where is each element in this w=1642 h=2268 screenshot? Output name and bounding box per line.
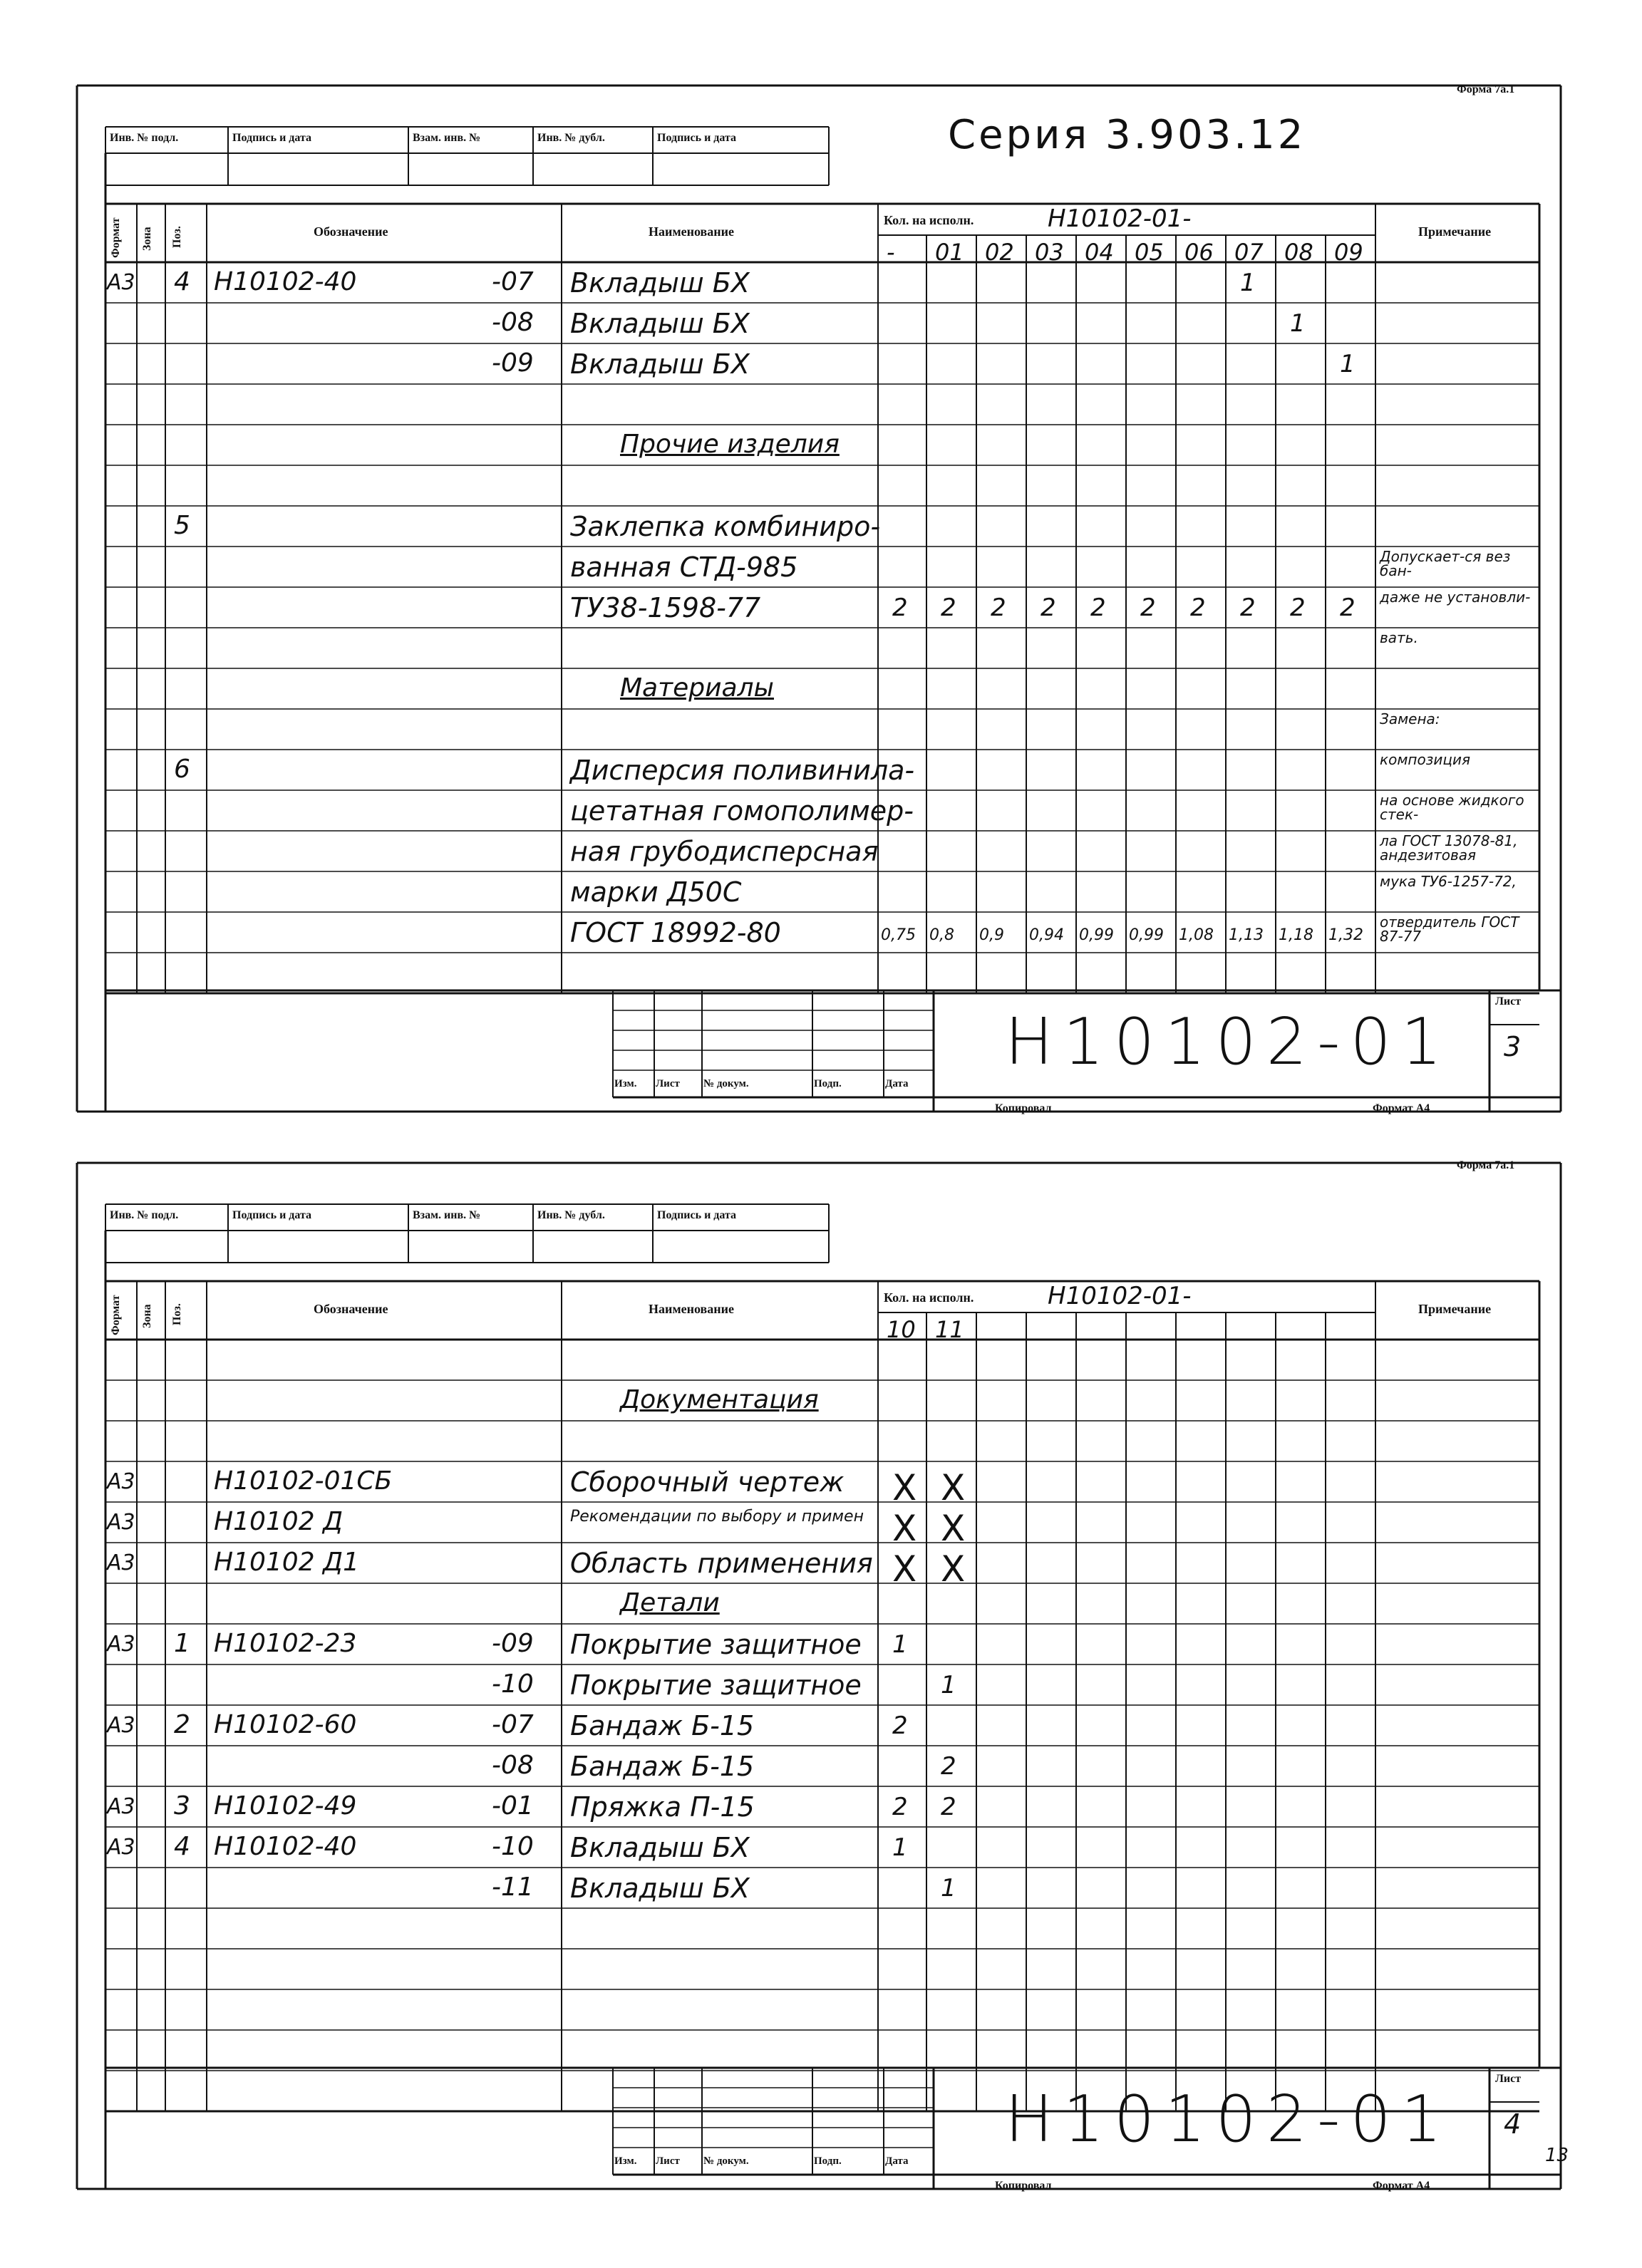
row-designation: Н10102 Д <box>214 1507 344 1536</box>
qty-value: 2 <box>991 594 1006 622</box>
row-note: ла ГОСТ 13078-81, андезитовая <box>1380 832 1518 864</box>
qty-value: X <box>941 1548 966 1590</box>
row-suffix: -07 <box>492 267 534 296</box>
col-designation-header: Обозначение <box>314 224 388 239</box>
stamp-label: Инв. № подл. <box>110 132 179 144</box>
qty-col-header: - <box>887 239 895 266</box>
row-suffix: -10 <box>492 1832 534 1861</box>
row-suffix: -01 <box>492 1791 534 1821</box>
row-note: даже не установли- <box>1380 589 1531 606</box>
qty-col-header: 06 <box>1184 239 1214 266</box>
row-name: Вкладыш БХ <box>570 308 750 339</box>
col-pos-header: Поз. <box>171 226 183 248</box>
title-col-label: Дата <box>885 1078 909 1089</box>
section-heading: Материалы <box>620 673 774 703</box>
row-designation: Н10102-23 <box>214 1629 357 1658</box>
title-col-label: № докум. <box>703 1078 749 1089</box>
row-pos: 4 <box>174 1832 190 1861</box>
stamp-label: Подпись и дата <box>657 1209 737 1221</box>
qty-value: 2 <box>1340 594 1356 622</box>
row-name: Бандаж Б-15 <box>570 1751 755 1782</box>
row-name: Вкладыш БХ <box>570 1832 750 1863</box>
section-heading: Прочие изделия <box>620 430 840 459</box>
qty-value: 2 <box>941 594 956 622</box>
edge-mark: 13 <box>1545 2145 1569 2166</box>
qty-value: 0,75 <box>881 926 916 944</box>
row-suffix: -09 <box>492 348 534 378</box>
row-pos: 4 <box>174 267 190 296</box>
title-col-label: № докум. <box>703 2155 749 2167</box>
col-qty-header: Кол. на исполн. <box>884 1290 974 1305</box>
qty-value: 2 <box>1090 594 1106 622</box>
stamp-label: Инв. № дубл. <box>537 132 605 144</box>
qty-value: X <box>892 1548 917 1590</box>
row-format: А3 <box>107 1632 135 1657</box>
qty-value: 1,08 <box>1179 926 1214 944</box>
row-name: марки Д50С <box>570 876 742 908</box>
qty-variant: Н10102-01- <box>1048 1282 1192 1310</box>
row-note: вать. <box>1380 629 1418 646</box>
row-name: ная грубодисперсная <box>570 836 879 867</box>
sheet-label: Лист <box>1495 2073 1522 2085</box>
row-suffix: -08 <box>492 1751 534 1780</box>
qty-value: 2 <box>1041 594 1056 622</box>
row-note: Замена: <box>1380 710 1440 727</box>
row-name: ТУ38-1598-77 <box>570 592 761 623</box>
col-zone-header: Зона <box>141 1304 153 1328</box>
document-number: Н10102-01 <box>1005 2082 1452 2157</box>
col-name-header: Наименование <box>649 1302 734 1316</box>
stamp-label: Подпись и дата <box>232 132 312 144</box>
row-pos: 5 <box>174 511 190 540</box>
qty-value: 1 <box>892 1630 908 1659</box>
row-format: А3 <box>107 1794 135 1819</box>
qty-col-header: 11 <box>935 1316 964 1343</box>
qty-value: 2 <box>1290 594 1306 622</box>
qty-value: 2 <box>1240 594 1256 622</box>
qty-value: 2 <box>941 1752 956 1781</box>
title-col-label: Лист <box>656 1078 680 1089</box>
row-designation: Н10102-40 <box>214 1832 357 1861</box>
qty-value: 1 <box>1290 309 1306 338</box>
row-name: Рекомендации по выбору и примен <box>570 1508 864 1526</box>
qty-value: 1 <box>941 1874 956 1902</box>
col-note-header: Примечание <box>1418 1302 1492 1316</box>
copied-label: Копировал <box>995 1102 1052 1114</box>
qty-value: 2 <box>941 1793 956 1821</box>
row-name: Заклепка комбиниро- <box>570 511 881 542</box>
row-name: Бандаж Б-15 <box>570 1710 755 1741</box>
col-format-header: Формат <box>110 1295 122 1335</box>
format-label: Формат А4 <box>1373 2180 1430 2192</box>
row-note: мука ТУ6-1257-72, <box>1380 873 1517 890</box>
qty-value: X <box>941 1467 966 1508</box>
row-suffix: -11 <box>492 1873 534 1902</box>
row-name: Вкладыш БХ <box>570 267 750 299</box>
row-name: Покрытие защитное <box>570 1629 862 1660</box>
row-note: Допускает-ся вез бан- <box>1380 548 1511 579</box>
row-format: А3 <box>107 1469 135 1494</box>
qty-value: 2 <box>892 594 908 622</box>
qty-variant: Н10102-01- <box>1048 204 1192 233</box>
qty-value: 2 <box>892 1712 908 1740</box>
document-number: Н10102-01 <box>1005 1005 1452 1079</box>
qty-col-header: 05 <box>1135 239 1164 266</box>
row-designation: Н10102-40 <box>214 267 357 296</box>
title-col-label: Лист <box>656 2155 680 2167</box>
stamp-label: Взам. инв. № <box>413 1209 481 1221</box>
title-col-label: Подп. <box>814 2155 842 2167</box>
row-designation: Н10102-49 <box>214 1791 357 1821</box>
sheet-number: 3 <box>1504 1031 1522 1062</box>
qty-value: X <box>941 1508 966 1549</box>
row-name: Покрытие защитное <box>570 1669 862 1701</box>
col-qty-header: Кол. на исполн. <box>884 213 974 227</box>
qty-col-header: 01 <box>935 239 964 266</box>
col-format-header: Формат <box>110 217 122 258</box>
qty-value: X <box>892 1467 917 1508</box>
qty-value: 1,18 <box>1279 926 1313 944</box>
qty-value: X <box>892 1508 917 1549</box>
row-name: Сборочный чертеж <box>570 1466 845 1498</box>
title-col-label: Изм. <box>614 1078 637 1089</box>
row-designation: Н10102-60 <box>214 1710 357 1739</box>
row-note: отвердитель ГОСТ 87-77 <box>1380 913 1519 945</box>
stamp-label: Инв. № дубл. <box>537 1209 605 1221</box>
col-designation-header: Обозначение <box>314 1302 388 1316</box>
col-zone-header: Зона <box>141 227 153 251</box>
row-designation: Н10102 Д1 <box>214 1548 360 1577</box>
row-pos: 1 <box>174 1629 190 1658</box>
row-pos: 6 <box>174 755 190 784</box>
copied-label: Копировал <box>995 2180 1052 2192</box>
row-name: цетатная гомополимер- <box>570 795 914 827</box>
stamp-label: Подпись и дата <box>232 1209 312 1221</box>
row-suffix: -09 <box>492 1629 534 1658</box>
form-label: Форма 7а.1 <box>1457 1159 1515 1171</box>
qty-col-header: 04 <box>1085 239 1114 266</box>
title-col-label: Подп. <box>814 1078 842 1089</box>
qty-value: 2 <box>1140 594 1156 622</box>
row-name: Пряжка П-15 <box>570 1791 755 1823</box>
row-designation: Н10102-01СБ <box>214 1466 393 1496</box>
qty-col-header: 09 <box>1334 239 1363 266</box>
qty-col-header: 07 <box>1234 239 1264 266</box>
qty-value: 1 <box>1340 350 1356 378</box>
row-pos: 3 <box>174 1791 190 1821</box>
col-name-header: Наименование <box>649 224 734 239</box>
format-label: Формат А4 <box>1373 1102 1430 1114</box>
row-name: ГОСТ 18992-80 <box>570 917 781 948</box>
qty-value: 1,32 <box>1328 926 1363 944</box>
qty-value: 0,99 <box>1129 926 1164 944</box>
qty-col-header: 08 <box>1284 239 1313 266</box>
row-pos: 2 <box>174 1710 190 1739</box>
qty-value: 0,94 <box>1029 926 1064 944</box>
qty-value: 0,9 <box>979 926 1004 944</box>
title-col-label: Изм. <box>614 2155 637 2167</box>
row-format: А3 <box>107 1835 135 1860</box>
row-format: А3 <box>107 1713 135 1738</box>
row-note: композиция <box>1380 751 1470 768</box>
row-name: Вкладыш БХ <box>570 348 750 380</box>
qty-value: 0,99 <box>1079 926 1114 944</box>
row-name: Область применения <box>570 1548 873 1579</box>
qty-value: 2 <box>892 1793 908 1821</box>
qty-col-header: 10 <box>887 1316 916 1343</box>
row-suffix: -08 <box>492 308 534 337</box>
row-format: А3 <box>107 270 135 295</box>
qty-value: 1 <box>941 1671 956 1699</box>
qty-col-header: 02 <box>985 239 1014 266</box>
col-note-header: Примечание <box>1418 224 1492 239</box>
qty-col-header: 03 <box>1035 239 1064 266</box>
sheet-label: Лист <box>1495 995 1522 1008</box>
qty-value: 1 <box>1240 269 1256 297</box>
col-pos-header: Поз. <box>171 1303 183 1325</box>
stamp-label: Взам. инв. № <box>413 132 481 144</box>
title-col-label: Дата <box>885 2155 909 2167</box>
row-suffix: -07 <box>492 1710 534 1739</box>
qty-value: 1 <box>892 1833 908 1862</box>
qty-value: 2 <box>1190 594 1206 622</box>
section-heading: Документация <box>620 1385 819 1414</box>
qty-value: 0,8 <box>929 926 954 944</box>
row-suffix: -10 <box>492 1669 534 1699</box>
section-heading: Детали <box>620 1588 720 1617</box>
row-name: Дисперсия поливинила- <box>570 755 915 786</box>
sheet-number: 4 <box>1504 2108 1522 2140</box>
row-format: А3 <box>107 1510 135 1535</box>
stamp-label: Подпись и дата <box>657 132 737 144</box>
row-note: на основе жидкого стек- <box>1380 792 1524 823</box>
series-title: Серия 3.903.12 <box>948 112 1306 158</box>
row-format: А3 <box>107 1550 135 1575</box>
row-name: Вкладыш БХ <box>570 1873 750 1904</box>
stamp-label: Инв. № подл. <box>110 1209 179 1221</box>
row-name: ванная СТД-985 <box>570 552 798 583</box>
form-label: Форма 7а.1 <box>1457 83 1515 95</box>
qty-value: 1,13 <box>1229 926 1264 944</box>
